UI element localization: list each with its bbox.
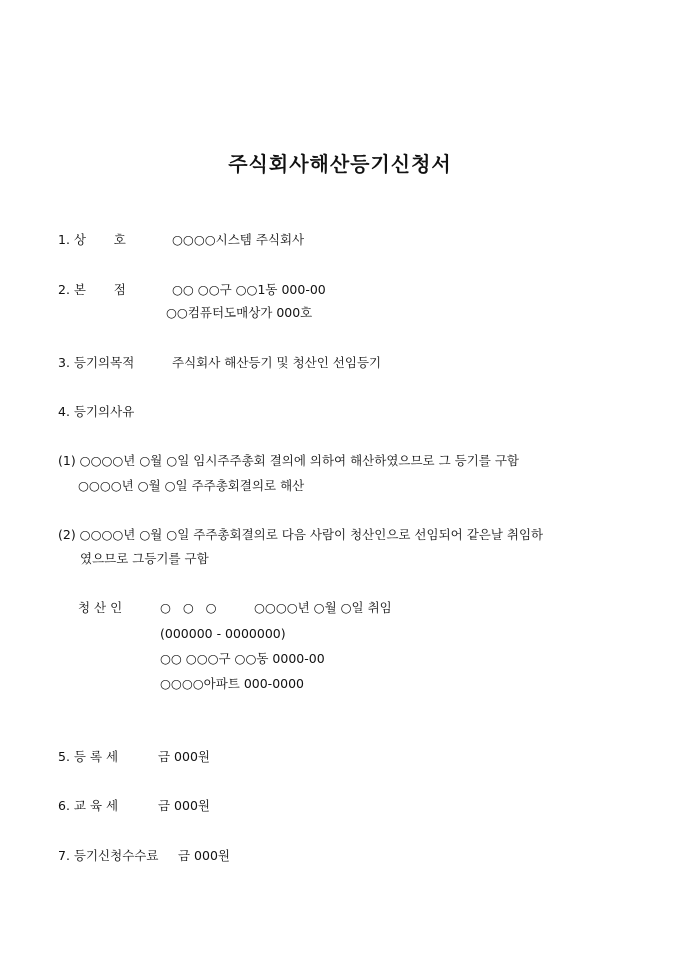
education-tax-label: 6. 교 육 세 (58, 798, 119, 813)
liquidator-name: ○ ○ ○ (160, 600, 217, 615)
fee-label: 7. 등기신청수수료 (58, 848, 159, 863)
trade-name-label: 1. 상 호 (58, 232, 126, 247)
liquidator-address-line1: ○○ ○○○구 ○○동 0000-00 (160, 651, 325, 666)
reason-label: 4. 등기의사유 (58, 404, 135, 419)
purpose-label: 3. 등기의목적 (58, 355, 135, 370)
education-tax-value: 금 000원 (158, 798, 210, 813)
liquidator-id-number: (000000 - 0000000) (160, 626, 286, 641)
head-office-address-line1: ○○ ○○구 ○○1동 000-00 (172, 282, 326, 297)
reason-2-line1: (2) ○○○○년 ○월 ○일 주주총회결의로 다음 사람이 청산인으로 선임되어 같은날 취임하 (58, 527, 544, 542)
reason-1-line2: ○○○○년 ○월 ○일 주주총회결의로 해산 (78, 478, 305, 493)
purpose-value: 주식회사 해산등기 및 청산인 선임등기 (172, 355, 382, 370)
liquidator-label: 청 산 인 (78, 600, 123, 615)
trade-name-value: ○○○○시스템 주식회사 (172, 232, 305, 247)
registration-tax-value: 금 000원 (158, 749, 210, 764)
liquidator-address-line2: ○○○○아파트 000-0000 (160, 676, 305, 691)
document-title: 주식회사해산등기신청서 (228, 152, 452, 176)
reason-2-line2: 였으므로 그등기를 구함 (80, 551, 209, 566)
head-office-label: 2. 본 점 (58, 282, 126, 297)
registration-tax-label: 5. 등 록 세 (58, 749, 119, 764)
reason-1-line1: (1) ○○○○년 ○월 ○일 임시주주총회 결의에 의하여 해산하였으므로 그 등기를 구함 (58, 453, 519, 468)
liquidator-appointed: ○○○○년 ○월 ○일 취임 (254, 600, 392, 615)
head-office-address-line2: ○○컴퓨터도매상가 000호 (166, 305, 313, 320)
fee-value: 금 000원 (178, 848, 230, 863)
